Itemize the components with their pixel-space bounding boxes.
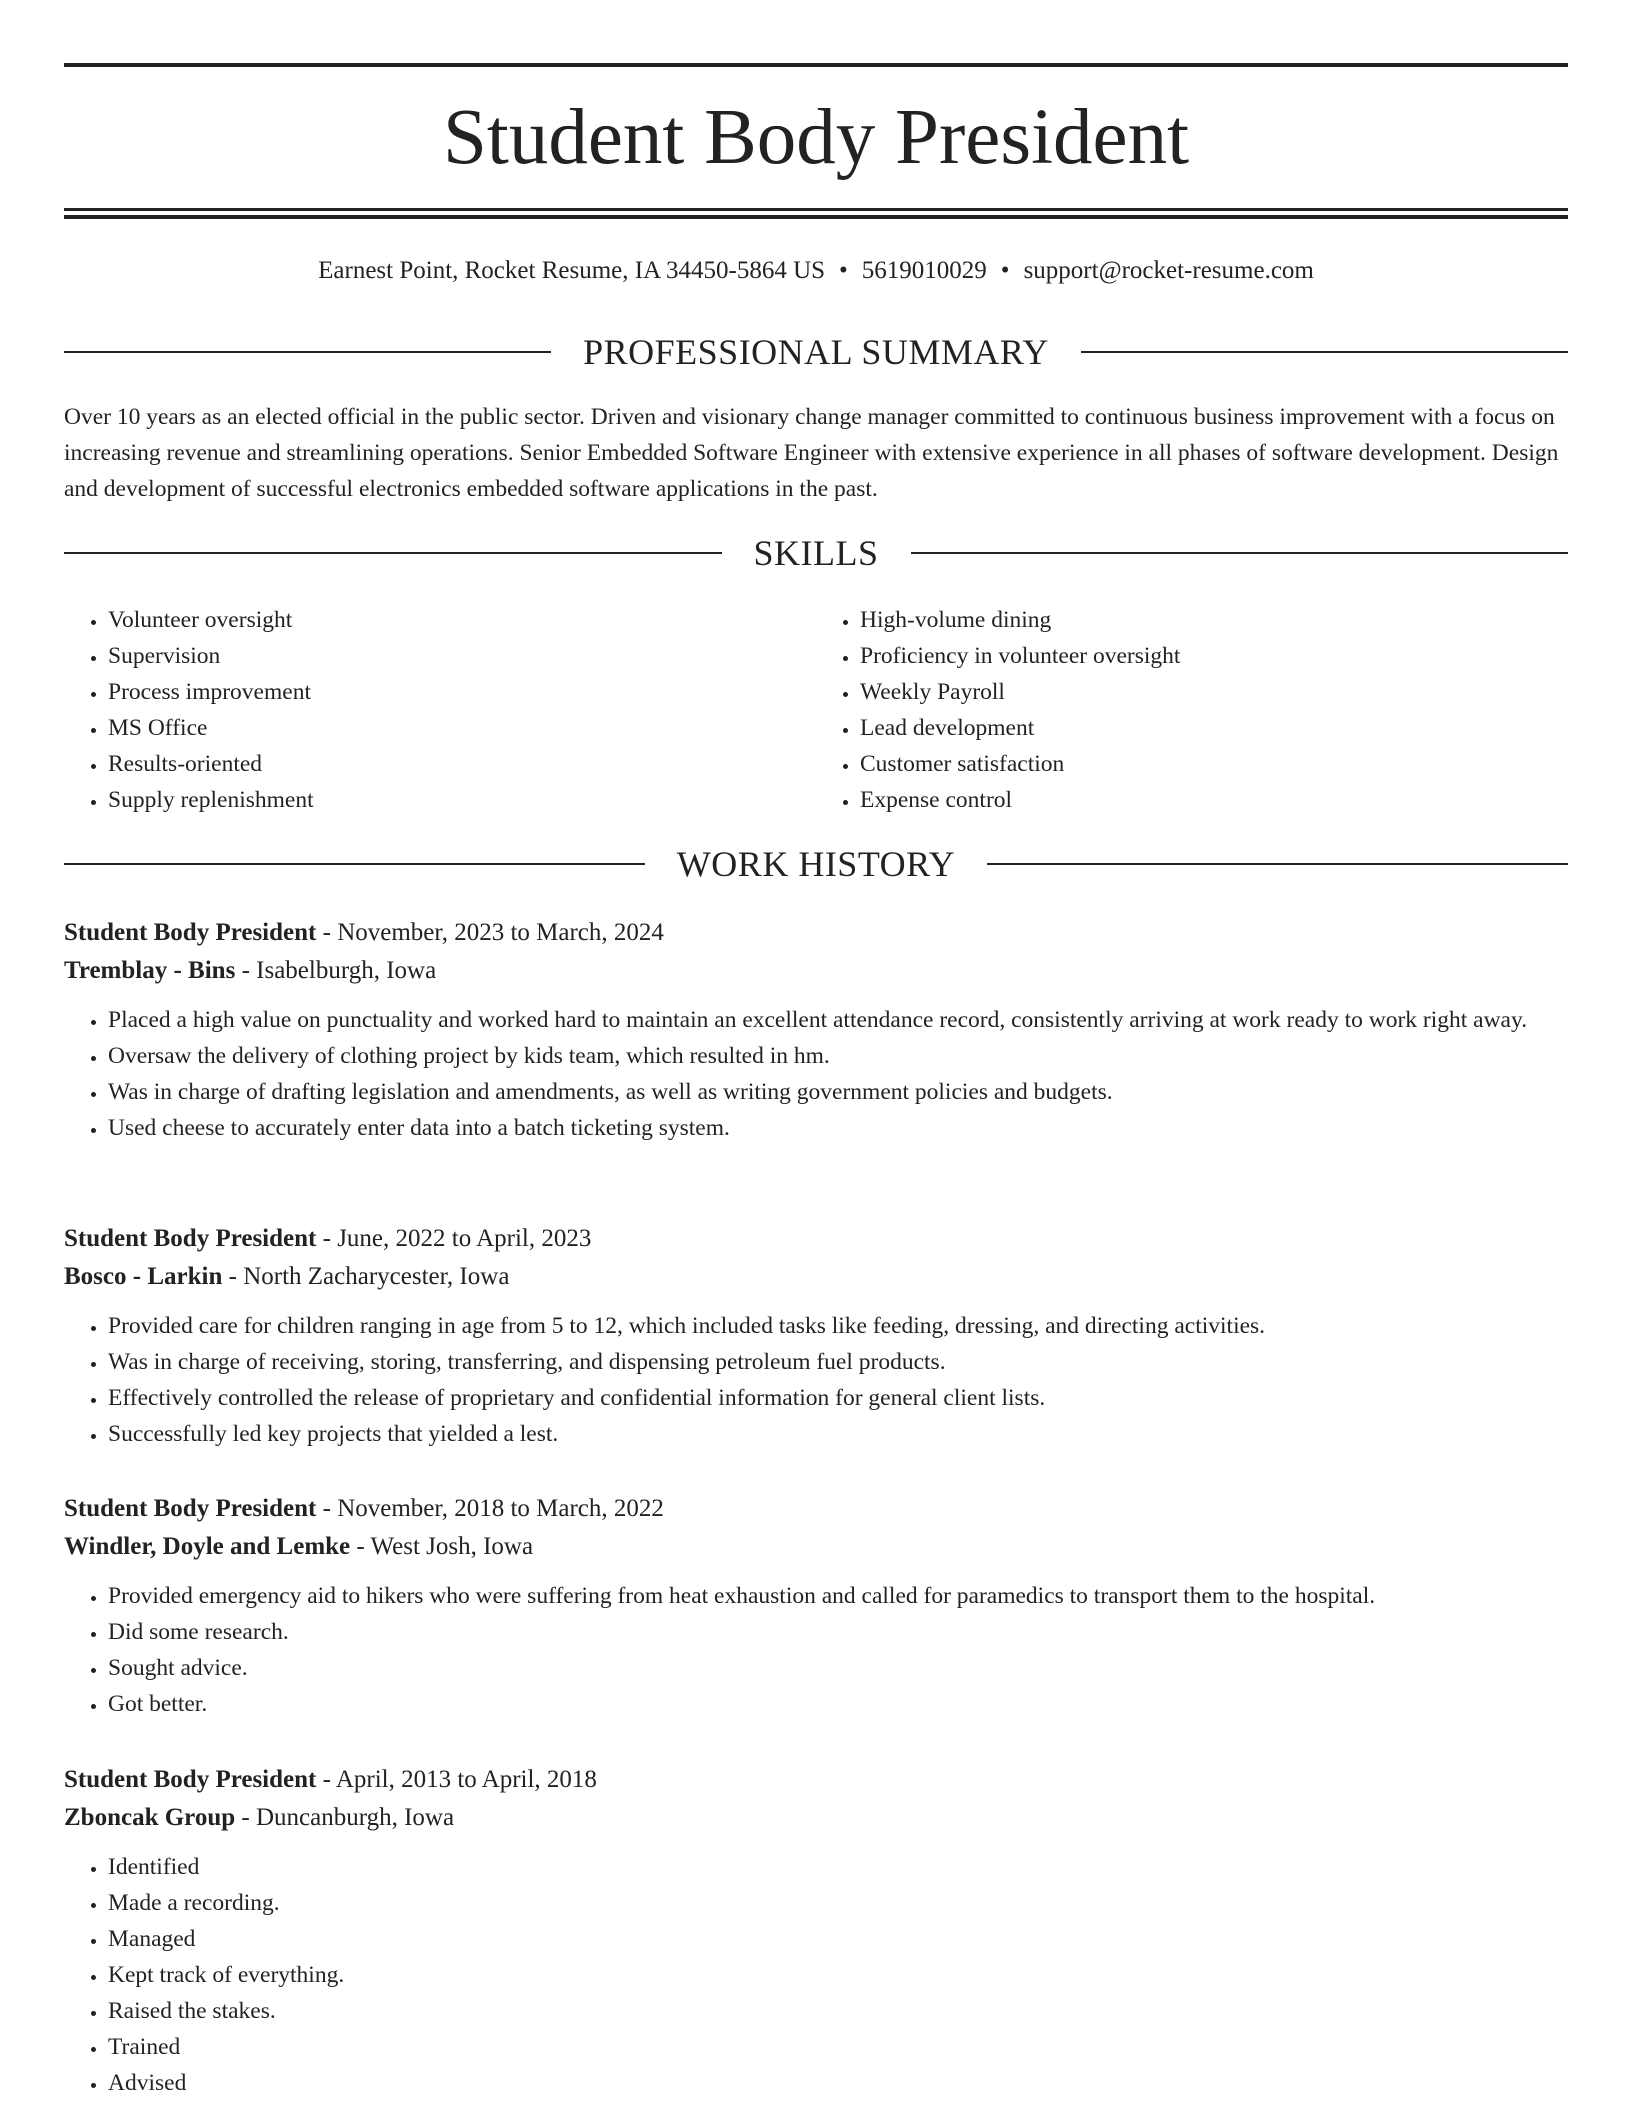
skill-item: • Volunteer oversight <box>108 602 816 638</box>
job-company: Tremblay - Bins <box>64 957 236 984</box>
job-company-line: Bosco - Larkin - North Zacharycester, Iowa <box>64 1263 510 1290</box>
skills-column-left <box>64 602 816 818</box>
job-location: West Josh, Iowa <box>370 1533 534 1560</box>
summary-heading <box>64 330 1568 374</box>
job-bullet: • Provided emergency aid to hikers who were suffering from heat exhaustion and called for paramedics to transport them to the hospital. <box>108 1578 1568 1614</box>
work-title: WORK HISTORY <box>676 844 956 884</box>
skill-item: • Weekly Payroll <box>860 674 1568 710</box>
job-location: Isabelburgh, Iowa <box>256 957 437 984</box>
skill-item: • Expense control <box>860 782 1568 818</box>
skill-item: • Results-oriented <box>108 746 816 782</box>
job-bullet: • Was in charge of drafting legislation and amendments, as well as writing government policies and budgets. <box>108 1074 1568 1110</box>
job-title: Student Body President <box>64 919 317 946</box>
job-title: Student Body President <box>64 1225 317 1252</box>
job-company: Zboncak Group <box>64 1804 236 1831</box>
skill-item: • Process improvement <box>108 674 816 710</box>
job-company-line: Tremblay - Bins - Isabelburgh, Iowa <box>64 957 437 984</box>
job-company: Bosco - Larkin <box>64 1263 223 1290</box>
job-bullet: • Was in charge of receiving, storing, transferring, and dispensing petroleum fuel products. <box>108 1344 1568 1380</box>
job-bullet: • Kept track of everything. <box>108 1957 1568 1993</box>
job-entry <box>64 1761 1568 2101</box>
skill-item: • Proficiency in volunteer oversight <box>860 638 1568 674</box>
skill-item: • High-volume dining <box>860 602 1568 638</box>
job-dates: April, 2013 to April, 2018 <box>335 1766 597 1793</box>
job-company-line: Zboncak Group - Duncanburgh, Iowa <box>64 1804 455 1831</box>
contact-phone: 5619010029 <box>861 257 987 284</box>
job-location: North Zacharycester, Iowa <box>243 1263 510 1290</box>
job-company-line: Windler, Doyle and Lemke - West Josh, Iowa <box>64 1533 534 1560</box>
skills-title: SKILLS <box>753 533 879 573</box>
skills-list <box>64 602 1568 818</box>
job-bullet: • Got better. <box>108 1686 1568 1722</box>
job-bullet: • Identified <box>108 1849 1568 1885</box>
job-bullet: • Sought advice. <box>108 1650 1568 1686</box>
job-bullet: • Raised the stakes. <box>108 1993 1568 2029</box>
skill-item: • Customer satisfaction <box>860 746 1568 782</box>
double-rule <box>64 208 1568 219</box>
job-title: Student Body President <box>64 1495 317 1522</box>
heading-rule <box>64 863 645 865</box>
job-company: Windler, Doyle and Lemke <box>64 1533 351 1560</box>
job-dates: November, 2023 to March, 2024 <box>337 919 664 946</box>
skill-item: • Supply replenishment <box>108 782 816 818</box>
job-title-line: Student Body President - June, 2022 to April, 2023 <box>64 1225 592 1252</box>
job-bullet: • Provided care for children ranging in age from 5 to 12, which included tasks like feeding, dressing, and directing activities. <box>108 1308 1568 1344</box>
heading-rule <box>1081 351 1568 353</box>
contact-address: Earnest Point, Rocket Resume, IA 34450-5864 US <box>318 257 826 284</box>
skill-item: • Lead development <box>860 710 1568 746</box>
resume-name: Student Body President <box>442 94 1190 181</box>
skills-heading <box>64 531 1568 575</box>
job-entry <box>64 914 1568 1146</box>
heading-rule <box>987 863 1568 865</box>
job-bullet: • Did some research. <box>108 1614 1568 1650</box>
job-bullets <box>64 1849 1568 2101</box>
job-title: Student Body President <box>64 1766 317 1793</box>
contact-email: support@rocket-resume.com <box>1023 257 1314 284</box>
job-bullet: • Used cheese to accurately enter data into a batch ticketing system. <box>108 1110 1568 1146</box>
job-title-line: Student Body President - November, 2023 to March, 2024 <box>64 919 664 946</box>
heading-rule <box>64 351 551 353</box>
skill-item: • Supervision <box>108 638 816 674</box>
job-bullet: • Trained <box>108 2029 1568 2065</box>
summary-text: Over 10 years as an elected official in the public sector. Driven and visionary change manager committed to continuous business improvement with a focus on increasing revenue and streamlining operations. Senior Embedded Software Engineer with extensive experience in all phases of software development. Design and development of successful electronics embedded software applications in the past. <box>64 404 1559 502</box>
job-bullets <box>64 1578 1568 1722</box>
job-dates: June, 2022 to April, 2023 <box>337 1225 592 1252</box>
contact-separator: • <box>1000 257 1010 284</box>
skill-item: • MS Office <box>108 710 816 746</box>
skills-column-right <box>816 602 1568 818</box>
job-dates: November, 2018 to March, 2022 <box>337 1495 664 1522</box>
job-bullet: • Managed <box>108 1921 1568 1957</box>
job-bullet: • Placed a high value on punctuality and worked hard to maintain an excellent attendance record, consistently arriving at work ready to work right away. <box>108 1002 1568 1038</box>
job-location: Duncanburgh, Iowa <box>255 1804 455 1831</box>
contact-line <box>64 255 1568 287</box>
job-title-line: Student Body President - November, 2018 to March, 2022 <box>64 1495 664 1522</box>
contact-separator: • <box>839 257 848 284</box>
job-bullet: • Made a recording. <box>108 1885 1568 1921</box>
job-bullets <box>64 1002 1568 1146</box>
work-heading <box>64 842 1568 886</box>
job-entry <box>64 1220 1568 1452</box>
job-bullet: • Successfully led key projects that yielded a lest. <box>108 1416 1568 1452</box>
job-bullets <box>64 1308 1568 1452</box>
job-title-line: Student Body President - April, 2013 to April, 2018 <box>64 1766 597 1793</box>
job-entry <box>64 1490 1568 1722</box>
job-bullet: • Advised <box>108 2065 1568 2101</box>
job-bullet: • Oversaw the delivery of clothing project by kids team, which resulted in hm. <box>108 1038 1568 1074</box>
summary-title: PROFESSIONAL SUMMARY <box>583 332 1049 372</box>
top-rule <box>64 63 1568 67</box>
heading-rule <box>911 552 1569 554</box>
job-bullet: • Effectively controlled the release of proprietary and confidential information for general client lists. <box>108 1380 1568 1416</box>
heading-rule <box>64 552 722 554</box>
